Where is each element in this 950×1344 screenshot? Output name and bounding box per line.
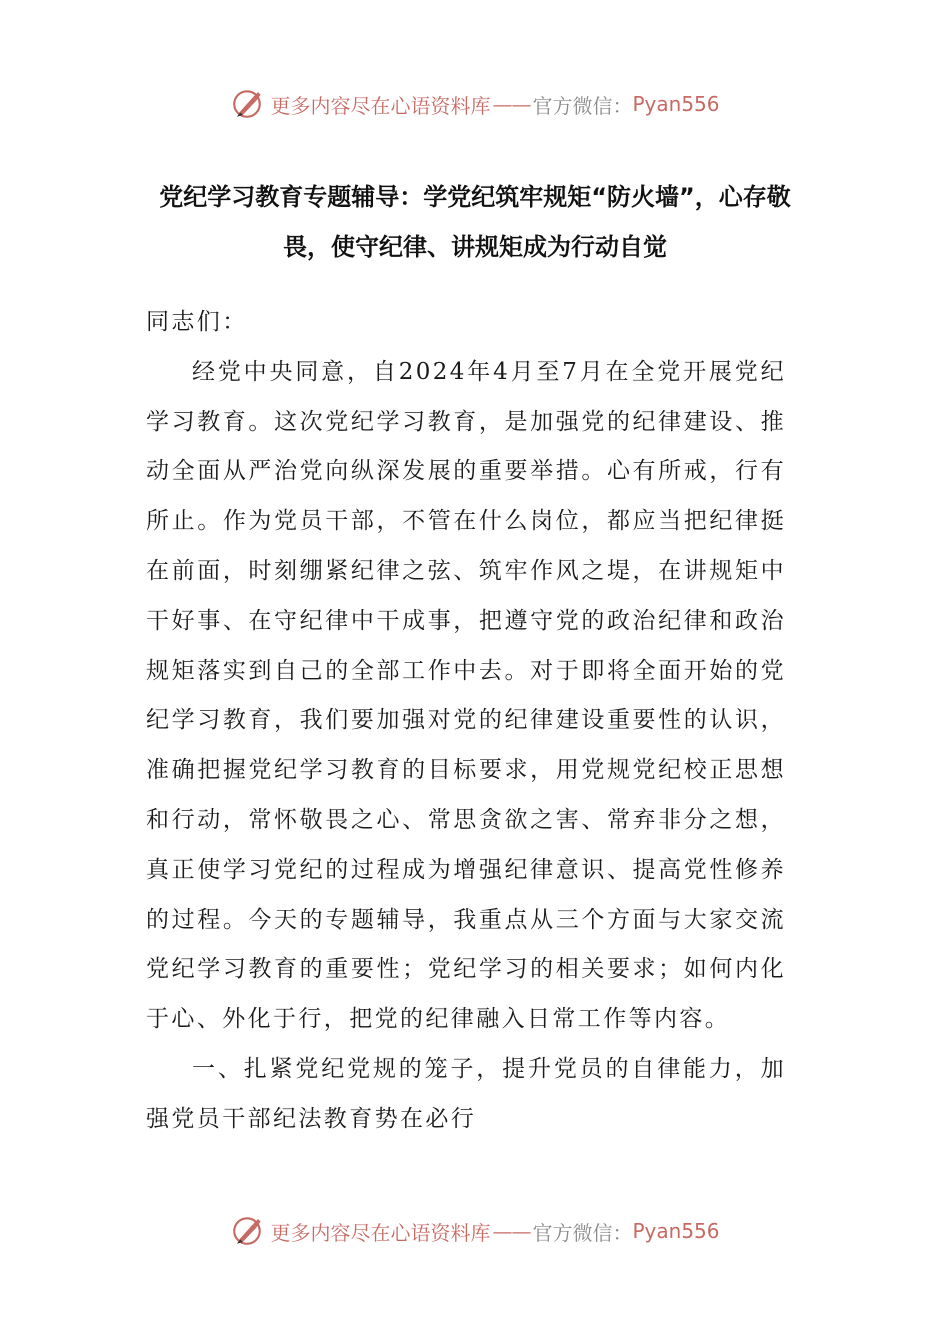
banner-wechat-id: Pyan556 [632, 1219, 720, 1243]
document-title: 党纪学习教育专题辅导：学党纪筑牢规矩“防火墙”，心存敬畏，使守纪律、讲规矩成为行动自觉 [159, 183, 791, 261]
pen-nib-logo-icon [230, 87, 264, 121]
footer-watermark-banner [0, 1211, 950, 1251]
banner-dash: —— [492, 1219, 531, 1243]
pen-nib-logo-icon [230, 1214, 264, 1248]
banner-wechat-label: 官方微信： [532, 93, 633, 118]
section-heading: 一、扎紧党纪党规的笼子，提升党员的自律能力，加强党员干部纪法教育势在必行 [146, 1055, 786, 1132]
document-body [146, 298, 786, 1145]
banner-dash: —— [492, 92, 531, 116]
banner-main-text: 更多内容尽在心语资料库 [270, 1220, 491, 1245]
header-watermark-banner [0, 84, 950, 124]
salutation: 同志们： [146, 309, 248, 335]
banner-wechat-id: Pyan556 [632, 92, 720, 116]
banner-wechat-label: 官方微信： [532, 1220, 633, 1245]
body-paragraph: 经党中央同意，自2024年4月至7月在全党开展党纪学习教育。这次党纪学习教育，是加强党的纪律建设、推动全面从严治党向纵深发展的重要举措。心有所戒，行有所止。作为党员干部，不管在什么岗位，都应当把纪律挺在前面，时刻绷紧纪律之弦、筑牢作风之堤，在讲规矩中干好事、在守纪律中干成事，把遵守党的政治纪律和政治规矩落实到自己的全部工作中去。对于即将全面开始的党纪学习教育，我们要加强对党的纪律建设重要性的认识，准确把握党纪学习教育的目标要求，用党规党纪校正思想和行动，常怀敬畏之心、常思贪欲之害、常弃非分之想，真正使学习党纪的过程成为增强纪律意识、提高党性修养的过程。今天的专题辅导，我重点从三个方面与大家交流党纪学习教育的重要性；党纪学习的相关要求；如何内化于心、外化于行，把党的纪律融入日常工作等内容。 [146, 358, 786, 1033]
banner-main-text: 更多内容尽在心语资料库 [270, 93, 491, 118]
